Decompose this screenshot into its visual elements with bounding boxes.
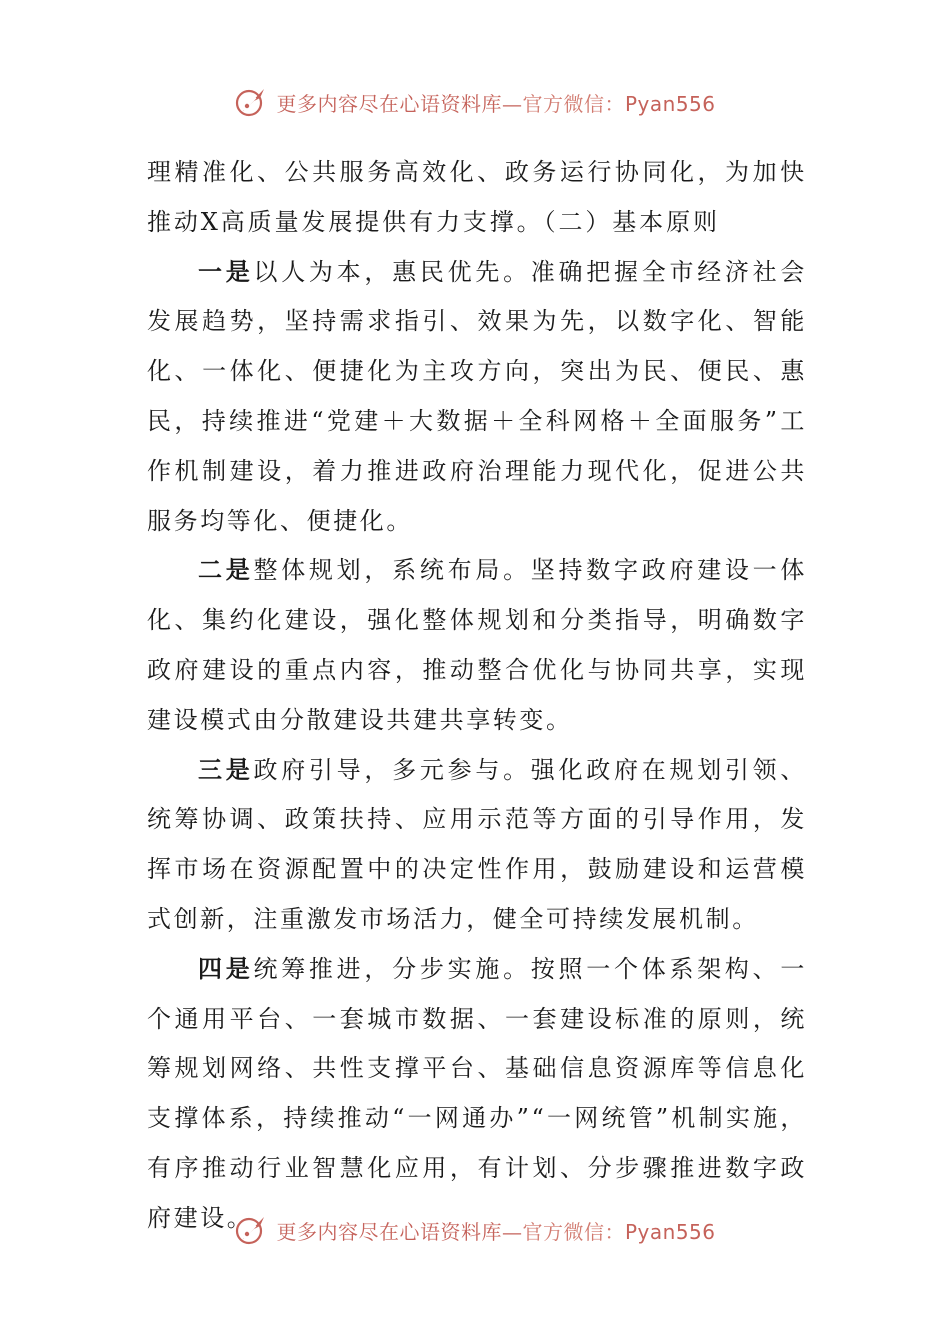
- principle-text-4: 统筹推进，分步实施。按照一个体系架构、一个通用平台、一套城市数据、一套建设标准的原则，统筹规划网络、共性支撑平台、基础信息资源库等信息化支撑体系，持续推动“一网通办”“一网统管”机制实施，有序推动行业智慧化应用，有计划、分步骤推进数字政府建设。: [147, 954, 807, 1232]
- banner-wechat-label: 官方微信：: [522, 91, 625, 116]
- banner-main-text: 更多内容尽在心语资料库—: [276, 91, 523, 116]
- banner-text: [276, 88, 715, 117]
- quill-logo-icon: [234, 1212, 270, 1248]
- banner-wechat-id: Pyan556: [624, 1219, 716, 1244]
- principle-paragraph-3: [147, 746, 807, 945]
- banner-wechat-label: 官方微信：: [522, 1219, 625, 1244]
- banner-wechat-id: Pyan556: [624, 91, 716, 116]
- intro-paragraph: 理精准化、公共服务高效化、政务运行协同化，为加快推动X高质量发展提供有力支撑。（二）基本原则: [147, 158, 807, 236]
- principle-paragraph-2: [147, 546, 807, 745]
- document-body: [147, 148, 807, 1244]
- principle-paragraph-1: [147, 248, 807, 547]
- banner-text: [276, 1216, 715, 1245]
- principle-paragraph-4: [147, 945, 807, 1244]
- principle-lead-4: 四是: [198, 954, 254, 983]
- principle-lead-3: 三是: [198, 755, 254, 784]
- quill-logo-icon: [234, 84, 270, 120]
- header-banner: [0, 82, 950, 122]
- principle-text-1: 以人为本，惠民优先。准确把握全市经济社会发展趋势，坚持需求指引、效果为先，以数字化、智能化、一体化、便捷化为主攻方向，突出为民、便民、惠民，持续推进“党建＋大数据＋全科网格＋全面服务”工作机制建设，着力推进政府治理能力现代化，促进公共服务均等化、便捷化。: [147, 257, 807, 535]
- banner-main-text: 更多内容尽在心语资料库—: [276, 1219, 523, 1244]
- principle-lead-1: 一是: [198, 257, 254, 286]
- principle-text-2: 整体规划，系统布局。坚持数字政府建设一体化、集约化建设，强化整体规划和分类指导，明确数字政府建设的重点内容，推动整合优化与协同共享，实现建设模式由分散建设共建共享转变。: [147, 556, 807, 734]
- principle-lead-2: 二是: [198, 556, 254, 585]
- footer-banner: [0, 1210, 950, 1250]
- principle-text-3: 政府引导，多元参与。强化政府在规划引领、统筹协调、政策扶持、应用示范等方面的引导作用，发挥市场在资源配置中的决定性作用，鼓励建设和运营模式创新，注重激发市场活力，健全可持续发展机制。: [147, 755, 807, 933]
